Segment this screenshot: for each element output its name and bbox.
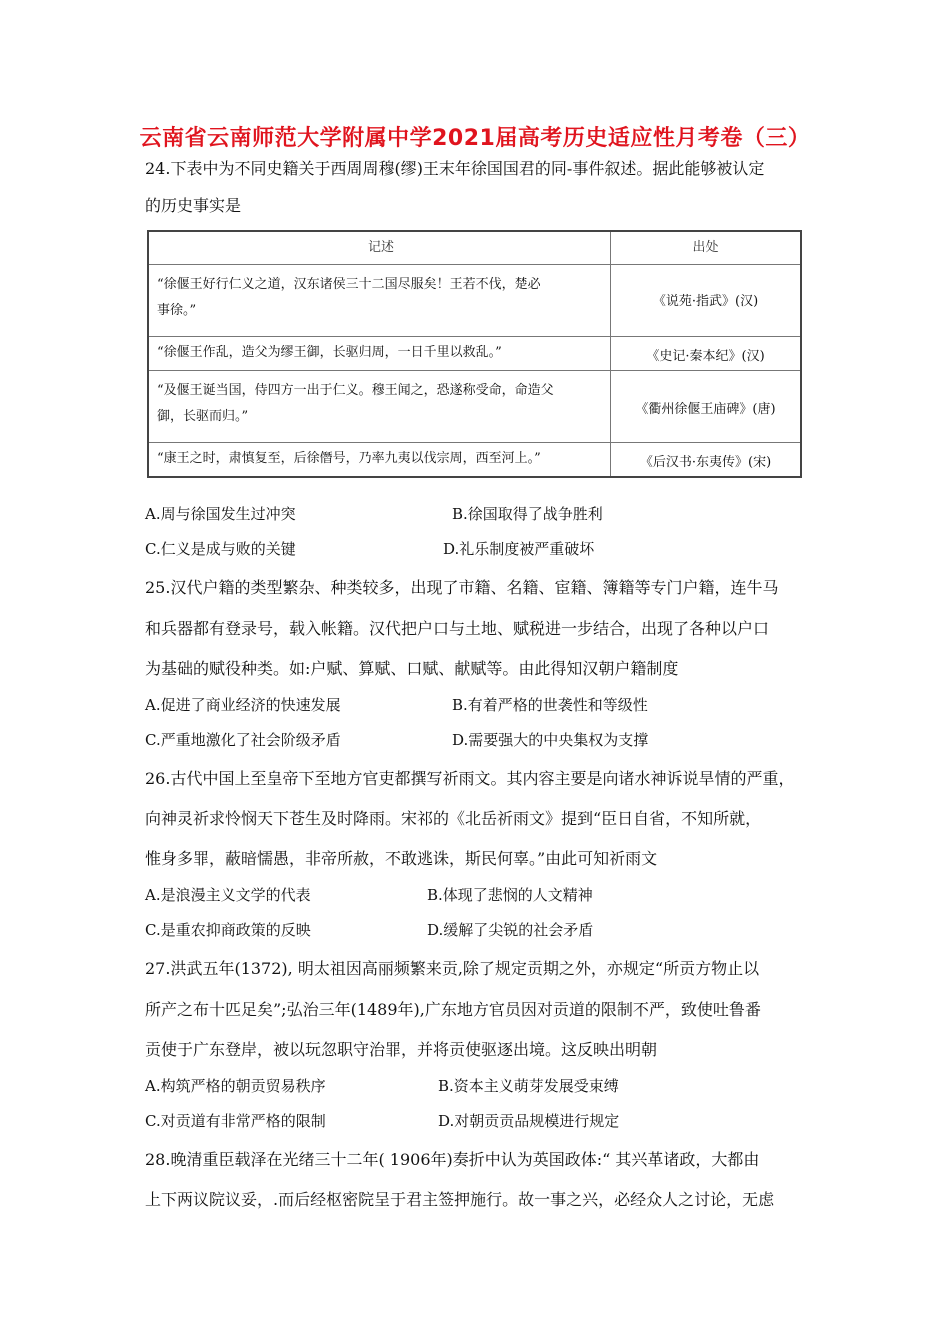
- q26-line1: 26.古代中国上至皇帝下至地方官吏都撰写祈雨文。其内容主要是向诸水神诉说旱情的严重，: [145, 769, 795, 788]
- page-title: 云南省云南师范大学附属中学2021届高考历史适应性月考卷（三）: [139, 126, 811, 151]
- q27-option-d[interactable]: D.对朝贡贡品规模进行规定: [438, 1112, 620, 1130]
- q25-option-a[interactable]: A.促进了商业经济的快速发展: [145, 696, 341, 714]
- q26-line2: 向神灵祈求怜悯天下苍生及时降雨。宋祁的《北岳祈雨文》提到“臣日自省，不知所就，: [145, 809, 762, 828]
- table-header-record: 记述: [367, 240, 394, 255]
- row-text-line: 事徐。”: [157, 303, 197, 318]
- q24-option-a[interactable]: A.周与徐国发生过冲突: [145, 505, 296, 523]
- q24-stem-line1: 24.下表中为不同史籍关于西周周穆(缪)王末年徐国国君的同-事件叙述。据此能够被认定: [145, 159, 765, 178]
- table-row-source: 《史记·秦本纪》(汉): [646, 349, 765, 364]
- table-row: [149, 442, 800, 476]
- q26-line3: 惟身多罪，蔽暗懦愚，非帝所赦，不敢逃诛，斯民何辜。”由此可知祈雨文: [145, 849, 658, 868]
- q24-stem-line2: 的历史事实是: [145, 196, 242, 215]
- row-text-line: “及偃王诞当国，侍四方一出于仁义。穆王闻之，恐遂称受命，命造父: [157, 383, 554, 398]
- q25-option-b[interactable]: B.有着严格的世袭性和等级性: [452, 696, 648, 714]
- q25-line2: 和兵器都有登录号，载入帐籍。汉代把户口与土地、赋税进一步结合，出现了各种以户口: [145, 619, 770, 638]
- table-header-row: [149, 232, 800, 265]
- q26-option-b[interactable]: B.体现了悲悯的人文精神: [427, 886, 593, 904]
- table-row-text: [157, 340, 605, 366]
- q27-line1: 27.洪武五年(1372), 明太祖因高丽频繁来贡,除了规定贡期之外，亦规定“所贡方物止以: [145, 959, 760, 978]
- row-text-line: “徐偃王作乱，造父为缪王御，长驱归周，一日千里以救乱。”: [157, 345, 502, 360]
- q25-option-c[interactable]: C.严重地激化了社会阶级矛盾: [145, 731, 341, 749]
- table-row-text: [157, 378, 605, 430]
- table-row-source: 《说苑·指武》(汉): [652, 294, 759, 309]
- table-row-source: 《衢州徐偃王庙碑》(唐): [635, 402, 776, 417]
- table-row-text: [157, 272, 605, 324]
- q24-option-b[interactable]: B.徐国取得了战争胜利: [452, 505, 603, 523]
- row-text-line: “徐偃王好行仁义之道，汉东诸侯三十二国尽服矣！王若不伐，楚必: [157, 277, 541, 292]
- q27-option-b[interactable]: B.资本主义萌芽发展受束缚: [438, 1077, 619, 1095]
- table-row-text: [157, 446, 605, 472]
- q27-line2: 所产之布十匹足矣”;弘治三年(1489年),广东地方官员因对贡道的限制不严，致使吐鲁番: [145, 1000, 761, 1019]
- q27-option-a[interactable]: A.构筑严格的朝贡贸易秩序: [145, 1077, 326, 1095]
- row-text-line: 御，长驱而归。”: [157, 409, 249, 424]
- q26-option-a[interactable]: A.是浪漫主义文学的代表: [145, 886, 311, 904]
- q26-option-d[interactable]: D.缓解了尖锐的社会矛盾: [427, 921, 594, 939]
- table-row-source: 《后汉书·东夷传》(宋): [639, 455, 772, 470]
- q25-line1: 25.汉代户籍的类型繁杂、种类较多，出现了市籍、名籍、宦籍、簿籍等专门户籍，连牛马: [145, 578, 779, 597]
- table-row: [149, 370, 800, 443]
- q24-option-c[interactable]: C.仁义是成与败的关键: [145, 540, 296, 558]
- table-row: [149, 336, 800, 371]
- q28-line2: 上下两议院议妥，.而后经枢密院呈于君主签押施行。故一事之兴，必经众人之讨论，无虑: [145, 1190, 775, 1209]
- table-header-source: 出处: [692, 240, 719, 255]
- q24-source-table: [147, 230, 802, 478]
- q28-line1: 28.晚清重臣载泽在光绪三十二年( 1906年)奏折中认为英国政体:“ 其兴革诸政，大都由: [145, 1150, 760, 1169]
- q25-line3: 为基础的赋役种类。如:户赋、算赋、口赋、献赋等。由此得知汉朝户籍制度: [145, 659, 679, 678]
- q25-option-d[interactable]: D.需要强大的中央集权为支撑: [452, 731, 649, 749]
- row-text-line: “康王之时，肃慎复至，后徐僭号，乃率九夷以伐宗周，西至河上。”: [157, 451, 541, 466]
- table-row: [149, 264, 800, 337]
- q26-option-c[interactable]: C.是重农抑商政策的反映: [145, 921, 311, 939]
- q27-line3: 贡使于广东登岸，被以玩忽职守治罪，并将贡使驱逐出境。这反映出明朝: [145, 1040, 658, 1059]
- q27-option-c[interactable]: C.对贡道有非常严格的限制: [145, 1112, 326, 1130]
- q24-option-d[interactable]: D.礼乐制度被严重破坏: [443, 540, 595, 558]
